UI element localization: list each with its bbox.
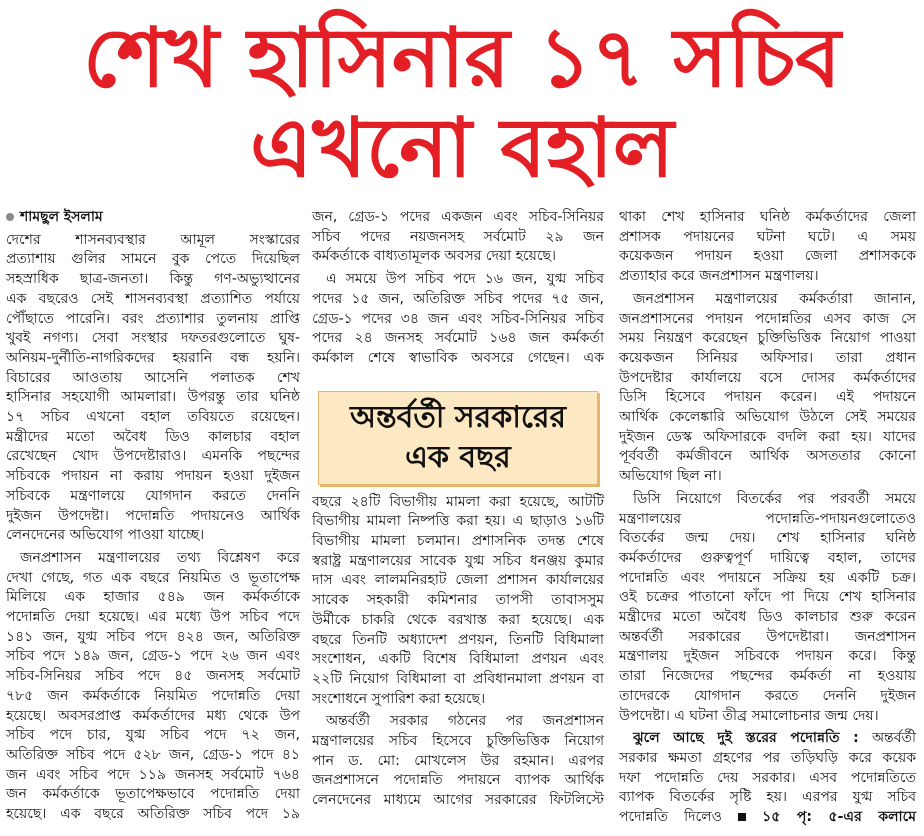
continued-note: ১৫ পৃ: ৫-এর কলামে (762, 809, 917, 826)
text-line: সংশোধন, একটি বিশেষ বিধিমালা প্রণয়ন এবং (312, 651, 604, 668)
text-line: হাসিনার সহযোগী আমলারা। উপরন্তু তার ঘনিষ্ঠ (6, 389, 300, 406)
text-line: দেশের শাসনব্যবস্থার আমূল সংস্কারের (6, 231, 300, 248)
text-line: এক বছরেও সেই শাসনব্যবস্থা প্রত্যাশিত পর্যায়ে (6, 290, 300, 307)
feature-box-title-line-2: এক বছর (405, 439, 511, 475)
column-2-text-bottom (312, 493, 604, 811)
text-line (619, 808, 916, 828)
text-line: ২২টি নিয়োগ বিধিমালা বা প্রবিধানমালা প্রণয়ন বা (312, 670, 604, 687)
text-line: মন্ত্রীদের মতো অবৈধ ডিও কালচার শুরু করেন (619, 609, 916, 626)
text-line: ৭৮৫ জন কর্মকর্তাকে নিয়মিত পদোন্নতি দেয়া (6, 687, 300, 704)
text-line: হয়েছে। এক বছরে অতিরিক্ত সচিব পদে ১৯ (6, 806, 300, 823)
square-bullet-icon (738, 813, 746, 821)
paragraph (312, 270, 604, 369)
text-line: জন এবং সচিব পদে ১১৯ জনসহ সর্বমোট ৭৬৪ (6, 766, 300, 783)
text-line: দফা পদোন্নতি দেয় সরকার। এসব পদোন্নতিতে (619, 769, 916, 786)
bullet-dot-icon (6, 213, 14, 221)
text-line: ব্যাপক বিতর্কের সৃষ্টি হয়। এরপর যুগ্ম সচিব (619, 789, 916, 806)
text-line: স্বরাষ্ট্র মন্ত্রণালয়ের সাবেক যুগ্ম সচিব ধনঞ্জয় কুমার (312, 552, 604, 569)
text-line: সচিব-সিনিয়র সচিব পদে ৪৫ জনসহ সর্বমোট (6, 668, 300, 685)
headline-line-2: এখনো বহাল (249, 101, 675, 196)
paragraph (6, 549, 300, 825)
text-line: অনিয়ম-দুর্নীতি-নাগরিকদের হয়রানি বন্ধ হয়নি। (6, 349, 300, 366)
text-line: উপদেষ্টা। এ ঘটনা তীব্র সমালোচনার জন্ম দেয়। (619, 707, 879, 724)
text-line: ডিসি হিসেবে পদায়ন করেন। এই পদায়নে (619, 389, 916, 406)
column-3-text (619, 208, 916, 828)
text-line: ১৭ সচিব এখনো বহাল তবিয়তে রয়েছেন। (6, 409, 300, 426)
headline (10, 11, 914, 196)
text-line: উপদেষ্টার কার্যালয়ে বসে দোসর কর্মকর্তাদের (619, 369, 916, 386)
text-line: লেনদেনের মাধ্যমে আগের সরকারের ফিটলিস্টে (312, 792, 604, 809)
text-line: প্রত্যাশায় গুলির সামনে বুক পেতে দিয়েছিল (6, 251, 300, 268)
text-line: তারা নিজেদের পছন্দের কর্মকর্তা না হওয়ায় (619, 668, 916, 685)
column-1 (6, 208, 300, 825)
text-line: ডিসি নিয়োগে বিতর্কের পর পরবর্তী সময়ে (633, 490, 916, 507)
text-line: প্রত্যাহার করে জনপ্রশাসন মন্ত্রণালয়। (619, 268, 819, 285)
text-line: সচিব পদে চার, যুগ্ম সচিব পদে ৭২ জন, (6, 727, 300, 744)
text-line: জনপ্রশাসনের পদায়ন পদোন্নতির এসব কাজ সে (619, 310, 916, 327)
text-line: বিভাগীয় মামলা চলমান। প্রশাসনিক তদন্ত শেষে (312, 533, 604, 550)
text-line: পান ড. মো: মোখলেস উর রহমান। এরপর (312, 752, 604, 769)
text-line: দেখা গেছে, গত এক বছরে নিয়মিত ও ভূতাপেক্ষ (6, 569, 300, 586)
text-line: হয়েছে। অবসরপ্রাপ্ত কর্মকর্তাদের মধ্য থেকে উপ (6, 707, 300, 724)
text-line: আর্থিক কেলেঙ্কারি অভিযোগ উঠলে সেই সময়ের (619, 409, 916, 426)
text-line: কর্মকর্তাকে বাধ্যতামূলক অবসর দেয়া হয়েছে। (312, 248, 557, 265)
line-text: অন্তর্বর্তী (871, 730, 917, 747)
text-line: সাবেক সহকারী কমিশনার তাপসী তাবাসসুম (312, 592, 604, 609)
text-line: সচিবকে পদায়ন না করায় পদায়ন হওয়া দুইজন (6, 468, 300, 485)
text-line: জনপ্রশাসন মন্ত্রণালয়ের তথ্য বিশ্লেষণ করে (20, 549, 300, 566)
text-line: পদোন্নতি এবং পদায়নে সক্রিয় হয় একটি চক্র। (619, 569, 916, 586)
text-line: সচিবকে মন্ত্রণালয়ে যোগদান করতে দেননি (6, 487, 300, 504)
text-line: খুবই নগণ্য। সেবা সংস্থার দফতরগুলোতে ঘুষ- (6, 330, 300, 347)
line-text: পদোন্নতি দিলেও (619, 809, 722, 826)
subhead: ঝুলে আছে দুই স্তরের পদোন্নতি : (633, 730, 859, 747)
paragraph (312, 493, 604, 710)
text-line: দাস এবং লালমনিরহাট জেলা প্রশাসন কার্যালয়ের (312, 572, 604, 589)
paragraph (312, 712, 604, 811)
text-line: বছরে ২৪টি বিভাগীয় মামলা করা হয়েছে, আটটি (312, 493, 604, 510)
text-line: পদের ১৫ জন, অতিরিক্ত সচিব পদের ৭৫ জন, (312, 290, 604, 307)
text-line: পৌঁছাতে পারেনি। বরং প্রত্যাশার তুলনায় প্রাপ্তি (6, 310, 300, 327)
paragraph (619, 208, 916, 287)
byline (6, 208, 300, 228)
text-line: মন্ত্রীদের মতো অবৈধ ডিও কালচার বহাল (6, 428, 300, 445)
text-line: জনপ্রশাসনে পদোন্নতি পদায়নে ব্যাপক আর্থিক (312, 772, 604, 789)
text-line: বিতর্কের জন্ম দেয়। শেখ হাসিনার ঘনিষ্ঠ (619, 530, 916, 547)
text-line: গ্রেড-১ পদের ৩৪ জন এবং সচিব-সিনিয়র সচিব (312, 310, 604, 327)
text-line: পদোন্নতি দেয়া হয়েছে। এর মধ্যে উপ সচিব পদে (6, 609, 300, 626)
text-line: পূর্ববর্তী কর্মজীবনে আর্থিক অসততার কোনো (619, 448, 916, 465)
text-line: ওই চক্রের পাতানো ফাঁদে পা দিয়ে শেখ হাসিনার (619, 589, 916, 606)
text-line (619, 729, 916, 749)
text-line: কয়েকজন পদায়ন হওয়া জেলা প্রশাসককে (619, 248, 916, 265)
paragraph (6, 231, 300, 546)
text-line: অন্তর্বর্তী সরকারের উপদেষ্টারা। জনপ্রশাসন (619, 628, 916, 645)
paragraph (312, 208, 604, 267)
text-line: উর্মীকে চাকরি থেকে বরখাস্ত করা হয়েছে। এক (312, 611, 604, 628)
text-line: সময় নিয়ন্ত্রণ করেছেন চুক্তিভিত্তিক নিয়োগ পাওয়া (619, 330, 916, 347)
text-line: দুইজন ডেস্ক অফিসারকে বদলি করা হয়। যাদের (619, 428, 916, 445)
text-line: কর্মকর্তাদের গুরুত্বপূর্ণ দায়িত্বে বহাল, তাদের (619, 549, 916, 566)
text-line: অভিযোগ ছিল না। (619, 468, 722, 485)
text-line: জন কর্মকর্তাকে ভূতাপেক্ষভাবে পদোন্নতি দেয়া (6, 786, 300, 803)
text-line: পদের ২৪ জনসহ সর্বমোট ১৬৪ জন কর্মকর্তা (312, 330, 604, 347)
text-line: সচিব পদে ১৪৯ জন, গ্রেড-১ পদে ২৬ জন এবং (6, 648, 300, 665)
text-line: জন, গ্রেড-১ পদের একজন এবং সচিব-সিনিয়র (312, 209, 604, 225)
text-line: সরকার ক্ষমতা গ্রহণের পর তড়িঘড়ি করে কয়েক (619, 749, 916, 766)
text-line: সচিব পদের নয়জনসহ সর্বমোট ২৯ জন (312, 228, 604, 245)
text-line: বিচারের আওতায় আসেনি পলাতক শেখ (6, 369, 300, 386)
text-line: মন্ত্রণালয়ের সচিব হিসেবে চুক্তিভিত্তিক নিয়োগ (312, 733, 604, 750)
column-1-text (6, 231, 300, 825)
paragraph (619, 729, 916, 828)
text-line: মন্ত্রণালয়ের পদোন্নতি-পদায়নগুলোতেও (619, 510, 916, 527)
column-3 (619, 208, 916, 828)
text-line: রেখেছেন খোদ উপদেষ্টারাও। এমনকি পছন্দের (6, 448, 300, 465)
text-line: কর্মকাল শেষে স্বাভাবিক অবসরে গেছেন। এক (312, 349, 604, 366)
feature-box-title-line-1: অন্তর্বর্তী সরকারের (350, 399, 566, 435)
text-line: লেনদেনের অভিযোগ পাওয়া যাচ্ছে। (6, 527, 205, 544)
column-2 (312, 208, 604, 811)
text-line: এ সময়ে উপ সচিব পদে ১৬ জন, যুগ্ম সচিব (326, 271, 604, 288)
text-line: সংশোধনে সুপারিশ করা হয়েছে। (312, 690, 486, 707)
paragraph (619, 290, 916, 487)
headline-line-1: শেখ হাসিনার ১৭ সচিব (83, 11, 841, 106)
text-line: কয়েকজন সিনিয়র অফিসার। তারা প্রধান (619, 349, 916, 366)
text-line: অন্তর্বর্তী সরকার গঠনের পর জনপ্রশাসন (326, 713, 604, 730)
column-2-text-top (312, 208, 604, 369)
text-line: মন্ত্রণালয় দুইজন সচিবকে পদায়ন করে। কিন্তু (619, 648, 916, 665)
text-line: থাকা শেখ হাসিনার ঘনিষ্ঠ কর্মকর্তাদের জেলা (619, 209, 916, 225)
text-line: অতিরিক্ত সচিব পদে ৫২৮ জন, গ্রেড-১ পদে ৪১ (6, 746, 300, 763)
text-line: বছরে তিনটি অধ্যাদেশ প্রণয়ন, তিনটি বিধিমালা (312, 631, 604, 648)
text-line: মিলিয়ে এক হাজার ৫৪৯ জন কর্মকর্তাকে (6, 589, 300, 606)
text-line: তাদেরকে যোগদান করতে দেননি দুইজন (619, 687, 916, 704)
text-line: ১৪১ জন, যুগ্ম সচিব পদে ৪২৪ জন, অতিরিক্ত (6, 628, 300, 645)
text-line: সহস্রাধিক ছাত্র-জনতা। কিন্তু গণ-অভ্যুত্থানের (6, 271, 300, 288)
feature-box (318, 391, 598, 485)
text-line: প্রশাসক পদায়নের ঘটনা ঘটে। এ সময় (619, 228, 916, 245)
text-line: বিভাগীয় মামলা নিষ্পত্তি করা হয়। এ ছাড়াও ১৬টি (312, 513, 604, 530)
author-name: শামছুল ইসলাম (20, 209, 103, 225)
text-line: জনপ্রশাসন মন্ত্রণালয়ের কর্মকর্তারা জানান, (633, 290, 916, 307)
paragraph (619, 490, 916, 726)
text-line: দুইজন উপদেষ্টা। পদোন্নতি পদায়নেও আর্থিক (6, 507, 300, 524)
